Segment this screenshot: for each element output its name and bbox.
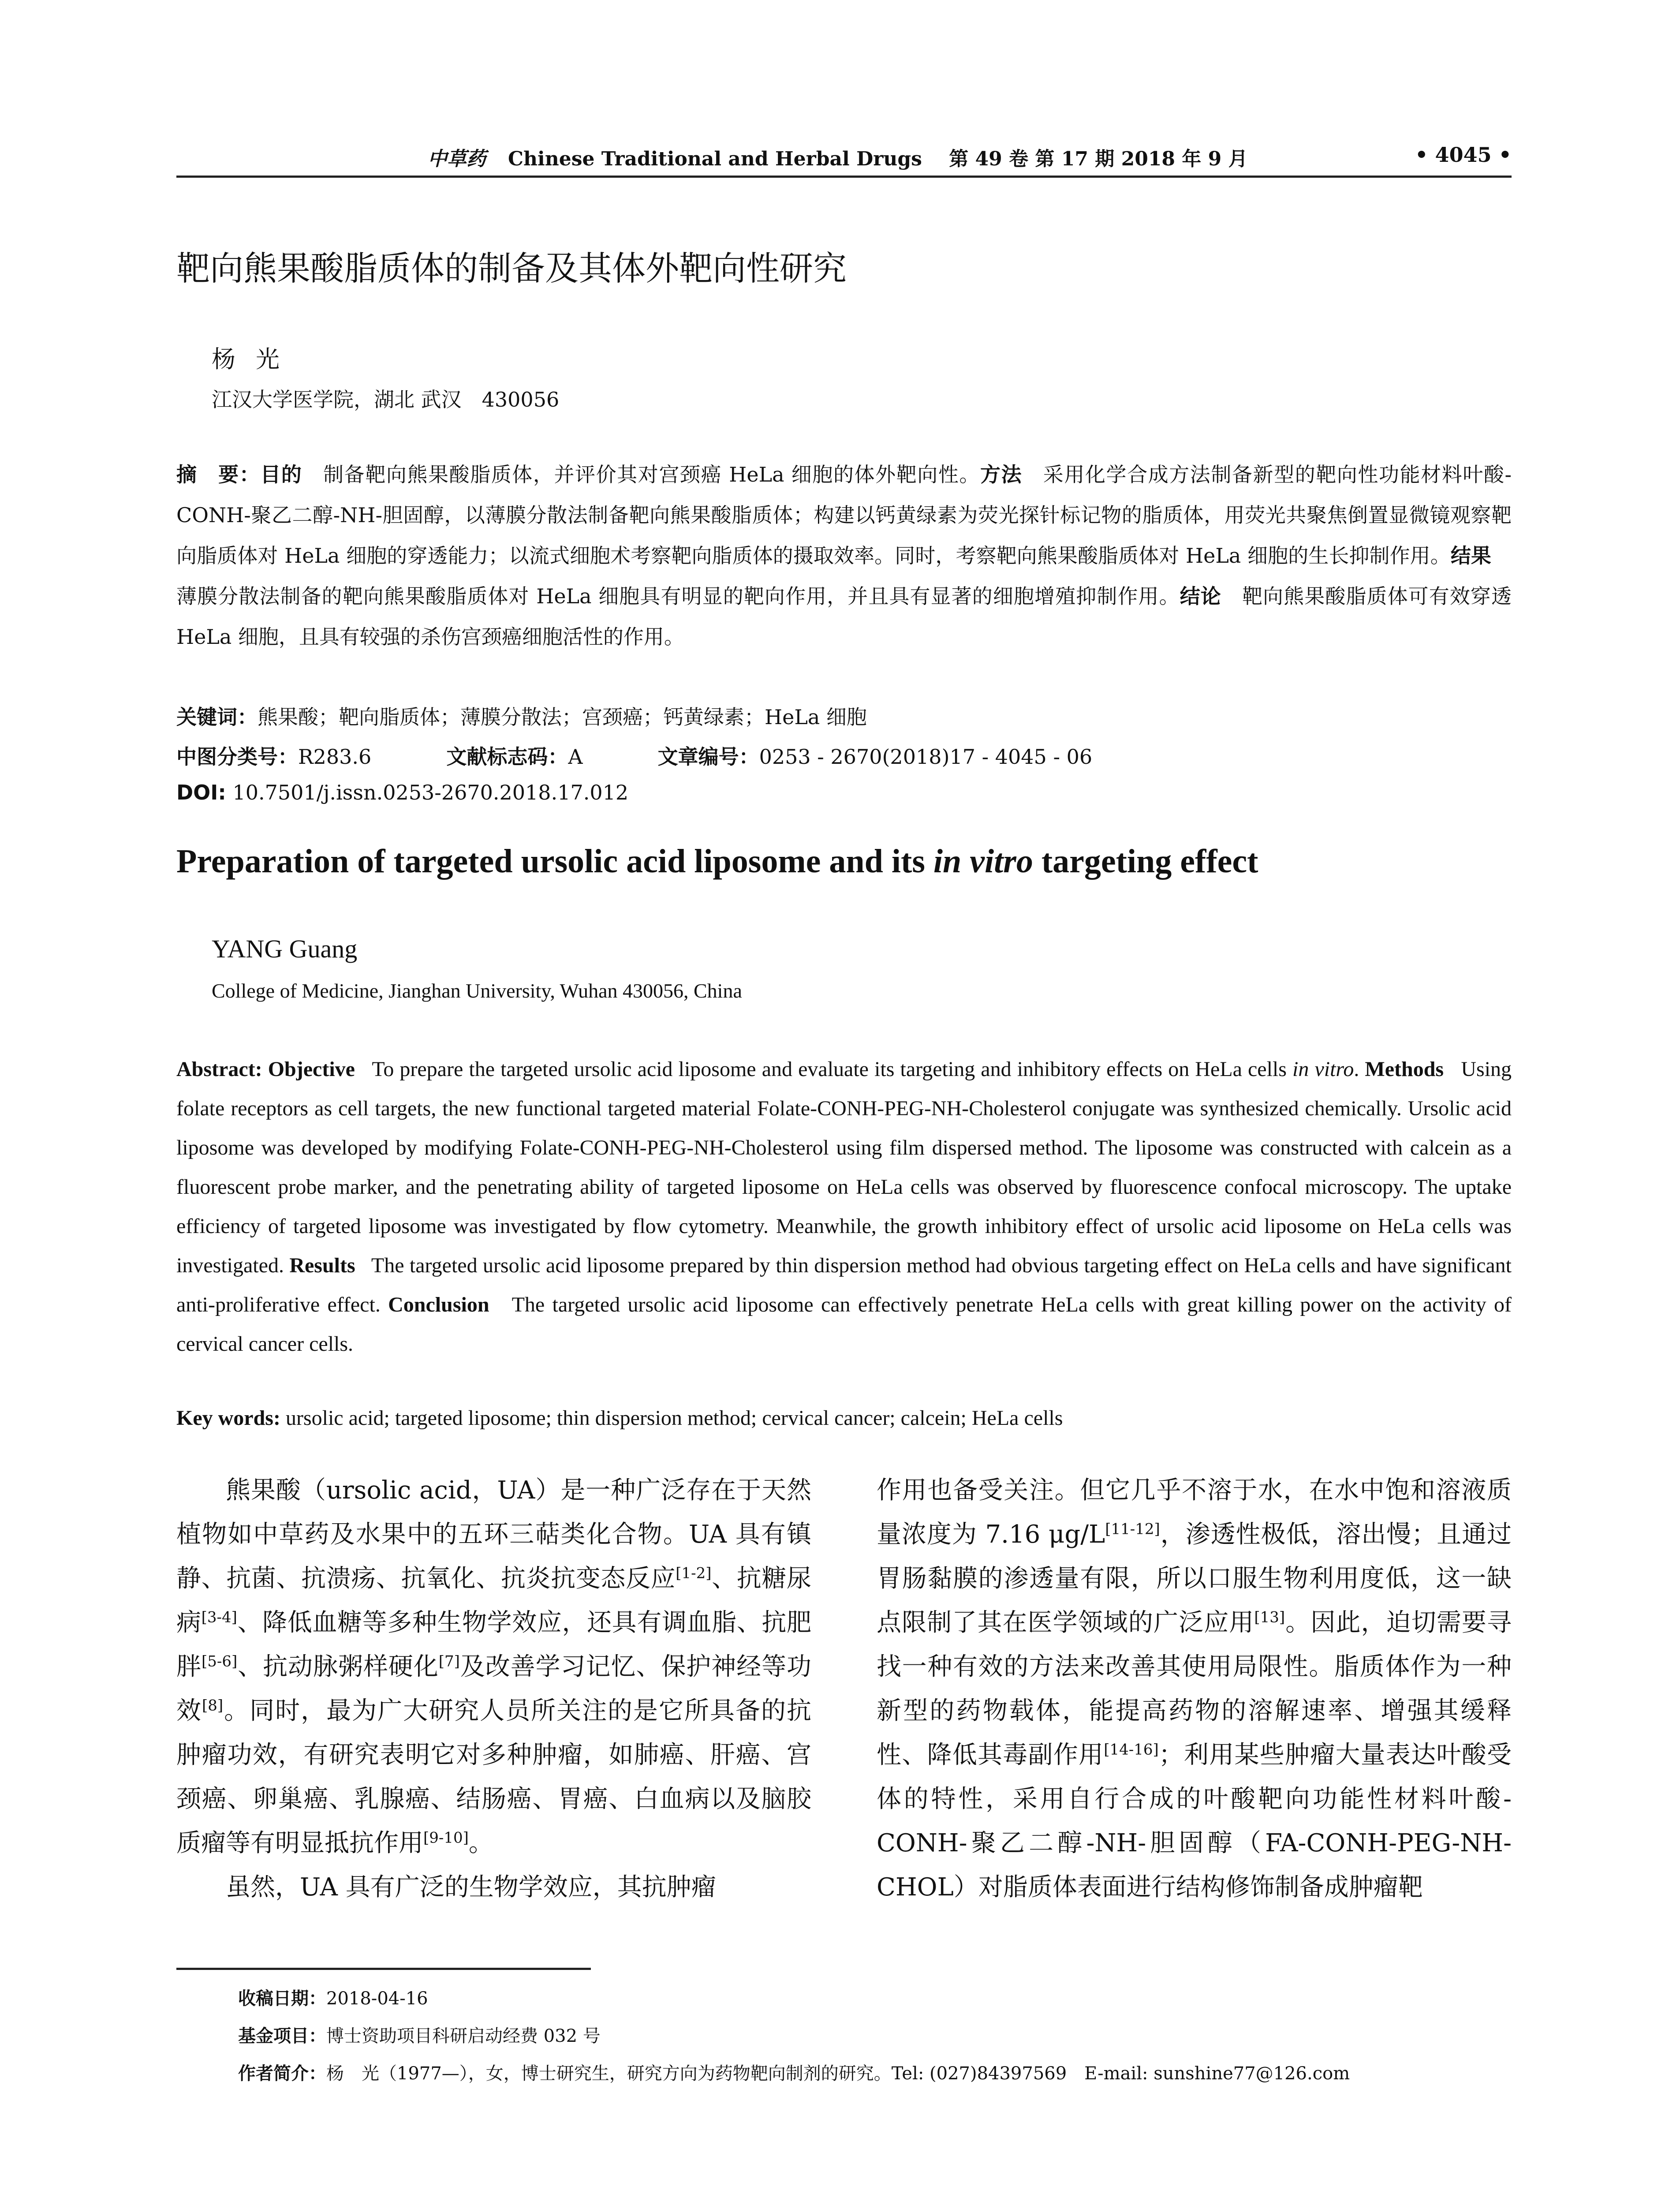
text-run: ；利用某些肿瘤大量表达叶酸受体的特性，采用自行合成的叶酸靶向功能性材料叶酸-CONH-聚乙二醇-NH-胆固醇（FA-CONH-PEG-NH-CHOL）对脂质体表面进行结构修饰制备成肿瘤靶 (877, 1741, 1512, 1902)
doi-label: DOI: (176, 781, 226, 804)
classification-line (176, 741, 1092, 770)
footnote-label: 作者简介： (238, 2063, 326, 2084)
article-no-label: 文章编号： (657, 745, 759, 769)
abstract-cn-conclusion-label: 结论 (1180, 584, 1221, 608)
abstract-cn-results: 薄膜分散法制备的靶向熊果酸脂质体对 HeLa 细胞具有明显的靶向作用，并且具有显著的细胞增殖抑制作用。 (176, 544, 1512, 608)
author-cn: 杨光 (212, 345, 300, 373)
body-paragraph-1 (176, 1469, 811, 1865)
footnote-author-bio (238, 2059, 1350, 2085)
abstract-cn-objective-label: 目的 (260, 463, 302, 486)
clc-label: 中图分类号： (176, 745, 298, 769)
citation-ref[interactable]: [8] (202, 1697, 224, 1715)
abstract-cn (176, 454, 1512, 657)
issue-info: 第 49 卷 第 17 期 2018 年 9 月 (949, 148, 1248, 170)
keywords-cn-label: 关键词： (176, 705, 258, 729)
running-header (176, 140, 1512, 178)
text-run: 及改善学习记忆、保护神经等功效 (176, 1652, 812, 1725)
keywords-en-label: Key words: (176, 1406, 280, 1430)
article-title-cn: 靶向熊果酸脂质体的制备及其体外靶向性研究 (176, 249, 847, 288)
abstract-en-conclusion: The targeted ursolic acid liposome can effectively penetrate HeLa cells with great killing power on the activity of cervical cancer cells. (176, 1293, 1512, 1356)
doi-line (176, 781, 628, 804)
affiliation-en: College of Medicine, Jianghan University, Wuhan 430056, China (212, 979, 742, 1002)
abstract-en-results: The targeted ursolic acid liposome prepared by thin dispersion method had obvious targeting effect on HeLa cells and have significant anti-proliferative effect. (176, 1254, 1512, 1316)
footnote-value: 博士资助项目科研启动经费 032 号 (326, 2026, 601, 2046)
author-en: YANG Guang (212, 934, 358, 963)
text-run: 、降低血糖等多种生物学效应，还具有调血脂、抗肥胖 (176, 1608, 812, 1681)
footnote-label: 基金项目： (238, 2026, 326, 2046)
citation-ref[interactable]: [9-10] (423, 1829, 469, 1847)
citation-ref[interactable]: [1-2] (676, 1564, 712, 1582)
journal-line (428, 143, 1248, 171)
text-run: 。 (468, 1829, 493, 1857)
abstract-en-objective-italic: in vitro (1292, 1058, 1354, 1081)
footnote-divider (176, 1968, 591, 1970)
text-run: ，渗透性极低，溶出慢；且通过胃肠黏膜的渗透量有限，所以口服生物利用度低，这一缺点限制了其在医学领域的广泛应用 (877, 1520, 1512, 1637)
keywords-cn-text: 熊果酸；靶向脂质体；薄膜分散法；宫颈癌；钙黄绿素；HeLa 细胞 (258, 705, 867, 729)
citation-ref[interactable]: [5-6] (201, 1652, 238, 1671)
body-paragraph-2-continued (877, 1469, 1512, 1910)
citation-ref[interactable]: [7] (438, 1652, 460, 1671)
footnote-value: 2018-04-16 (326, 1988, 428, 2009)
abstract-cn-objective: 制备靶向熊果酸脂质体，并评价其对宫颈癌 HeLa 细胞的体外靶向性。 (302, 463, 980, 486)
article-title-en (176, 842, 1258, 881)
citation-ref[interactable]: [14-16] (1104, 1741, 1159, 1759)
abstract-cn-results-label: 结果 (1450, 544, 1492, 568)
keywords-cn (176, 701, 867, 730)
abstract-en-results-label: Results (289, 1254, 355, 1277)
abstract-en-conclusion-label: Conclusion (388, 1293, 489, 1316)
footnote-received (238, 1984, 428, 2010)
keywords-en-text: ursolic acid; targeted liposome; thin dispersion method; cervical cancer; calcein; HeLa cells (280, 1406, 1063, 1430)
page-number: • 4045 • (1415, 143, 1512, 167)
text-run: 熊果酸（ursolic acid，UA）是一种广泛存在于天然植物如中草药及水果中的五环三萜类化合物。UA 具有镇静、抗菌、抗溃疡、抗氧化、抗炎抗变态反应 (176, 1476, 811, 1593)
citation-ref[interactable]: [3-4] (201, 1608, 237, 1626)
doi-value: 10.7501/j.issn.0253-2670.2018.17.012 (226, 781, 629, 804)
keywords-en (176, 1406, 1063, 1430)
abstract-en-methods: Using folate receptors as cell targets, the new functional targeted material Folate-CONH-PEG-NH-Cholesterol conjugate was synthesized chemically. Ursolic acid liposome was developed by modifying Folate-CONH-PEG-NH-Cholesterol using film dispersed method. The liposome was constructed with calcein as a fluorescent probe marker, and the penetrating ability of targeted liposome on HeLa cells was observed by fluorescence confocal microscopy. The uptake efficiency of targeted liposome was investigated by flow cytometry. Meanwhile, the growth inhibitory effect of ursolic acid liposome on HeLa cells was investigated. (176, 1058, 1512, 1277)
abstract-en-objective-end: . (1354, 1058, 1359, 1081)
text-run: 、抗糖尿病 (176, 1564, 811, 1637)
abstract-en-objective-label: Objective (268, 1058, 355, 1081)
article-no-value: 0253 - 2670(2018)17 - 4045 - 06 (759, 745, 1093, 769)
abstract-en-objective: To prepare the targeted ursolic acid liposome and evaluate its targeting and inhibitory effects on HeLa cells (372, 1058, 1293, 1081)
abstract-en (176, 1050, 1512, 1364)
footnote-label: 收稿日期： (238, 1988, 326, 2009)
abstract-en-methods-label: Methods (1365, 1058, 1444, 1081)
footnote-value: 杨 光（1977—），女，博士研究生，研究方向为药物靶向制剂的研究。Tel: (027)84397569 E-mail: sunshine77@126.com (326, 2063, 1350, 2084)
citation-ref[interactable]: [11-12] (1105, 1520, 1160, 1538)
abstract-cn-methods-label: 方法 (980, 463, 1023, 486)
footnote-fund (238, 2022, 601, 2047)
body-paragraph-2: 虽然，UA 具有广泛的生物学效应，其抗肿瘤 (226, 1873, 716, 1902)
abstract-en-label: Abstract: (176, 1058, 262, 1081)
journal-name-cn: 中草药 (428, 148, 486, 170)
doc-code-value: A (568, 745, 583, 769)
affiliation-cn: 江汉大学医学院，湖北 武汉 430056 (212, 388, 560, 411)
text-run: 。因此，迫切需要寻找一种有效的方法来改善其使用局限性。脂质体作为一种新型的药物载体，能提高药物的溶解速率、增强其缓释性、降低其毒副作用 (877, 1608, 1512, 1769)
text-run: 作用也备受关注。但它几乎不溶于水，在水中饱和溶液质量浓度为 7.16 μg/L (877, 1476, 1512, 1549)
text-run: 、抗动脉粥样硬化 (237, 1652, 439, 1681)
abstract-cn-methods: 采用化学合成方法制备新型的靶向性功能材料叶酸-CONH-聚乙二醇-NH-胆固醇，以薄膜分散法制备靶向熊果酸脂质体；构建以钙黄绿素为荧光探针标记物的脂质体，用荧光共聚焦倒置显微镜观察靶向脂质体对 HeLa 细胞的穿透能力；以流式细胞术考察靶向脂质体的摄取效率。同时，考察靶向熊果酸脂质体对 HeLa 细胞的生长抑制作用。 (176, 463, 1512, 568)
title-en-italic: in vitro (933, 843, 1033, 880)
body-column-right (877, 1469, 1512, 1910)
body-column-left (176, 1469, 811, 1910)
text-run: 。同时，最为广大研究人员所关注的是它所具备的抗肿瘤功效，有研究表明它对多种肿瘤，如肺癌、肝癌、宫颈癌、卵巢癌、乳腺癌、结肠癌、胃癌、白血病以及脑胶质瘤等有明显抵抗作用 (176, 1697, 812, 1857)
doc-code-label: 文献标志码： (446, 745, 568, 769)
journal-name-en: Chinese Traditional and Herbal Drugs (508, 148, 922, 170)
clc-value: R283.6 (298, 745, 372, 769)
abstract-cn-conclusion: 靶向熊果酸脂质体可有效穿透 HeLa 细胞，且具有较强的杀伤宫颈癌细胞活性的作用。 (176, 584, 1512, 649)
title-en-part2: targeting effect (1033, 843, 1258, 880)
title-en-part1: Preparation of targeted ursolic acid liposome and its (176, 843, 933, 880)
citation-ref[interactable]: [13] (1254, 1608, 1285, 1626)
abstract-cn-label: 摘 要： (176, 463, 261, 486)
